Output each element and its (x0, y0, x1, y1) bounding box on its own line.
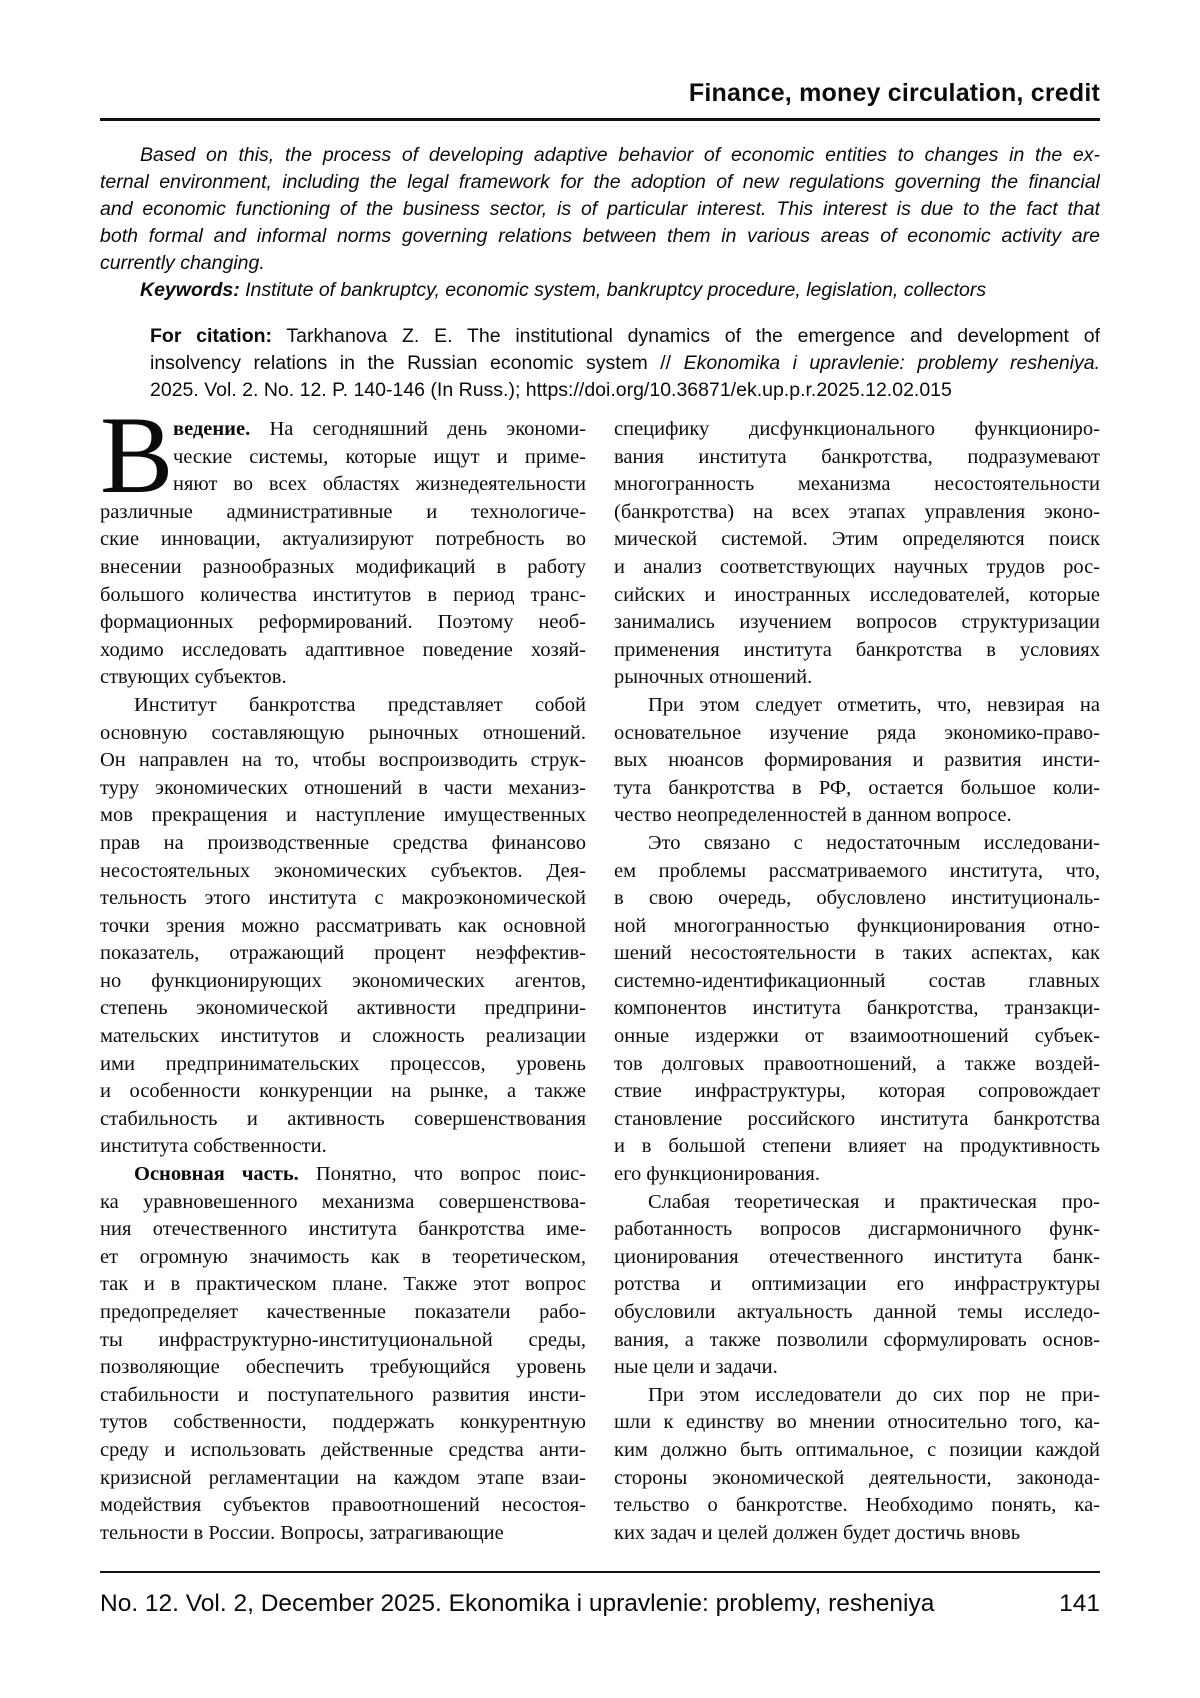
text-line: шений несостоятельности в таких аспектах, как (614, 942, 1100, 965)
text-line: Он направлен на то, чтобы воспроизводить струк- (100, 749, 586, 772)
citation-text: insolvency relations in the Russian economic system // (150, 352, 684, 374)
text-line: кризисной регламентации на каждом этапе взаи- (100, 1466, 586, 1489)
text-line: применения института банкротства в условиях (614, 638, 1100, 661)
text-line: ходимо исследовать адаптивное поведение хозяй- (100, 638, 586, 661)
text-line: основательное изучение ряда экономико-право- (614, 721, 1100, 744)
text-line: позволяющие обеспечить требующийся уровень (100, 1356, 586, 1379)
text-line: тельности в России. Вопросы, затрагивающие (100, 1521, 504, 1544)
paragraph (100, 692, 586, 1161)
text-line: тутов собственности, поддержать конкурентную (100, 1411, 586, 1434)
text-line: туру экономических отношений в части механиз- (100, 776, 586, 799)
keywords-line (100, 277, 1100, 304)
text-line: точки зрения можно рассматривать как основной (100, 914, 586, 937)
text-line: тельство о банкротстве. Необходимо понять, ка- (614, 1494, 1100, 1517)
text-line: Институт банкротства представляет собой (134, 693, 586, 716)
citation-block (150, 323, 1100, 404)
text-line: работанность вопросов дисгармоничного функ- (614, 1218, 1100, 1241)
text-line: внесении разнообразных модификаций в работу (100, 555, 586, 578)
text-line: института собственности. (100, 1135, 327, 1158)
text-line: ствующих субъектов. (100, 666, 287, 689)
page-content (100, 80, 1100, 1547)
abstract-line: Based on this, the process of developing adaptive behavior of economic entities to changes in the ex- (140, 144, 1100, 166)
footer-rule (100, 1571, 1100, 1573)
text-line: ты инфраструктурно-институциональной среды, (100, 1328, 586, 1351)
text-line: ими предпринимательских процессов, уровень (100, 1052, 586, 1075)
text-line: При этом исследователи до сих пор не при- (648, 1383, 1100, 1406)
text-line: Слабая теоретическая и практическая про- (648, 1190, 1100, 1213)
keywords-text: Institute of bankruptcy, economic system, bankruptcy procedure, legislation, collectors (239, 279, 987, 301)
text-line: ротства и оптимизации его инфраструктуры (614, 1273, 1100, 1296)
text-line: мов прекращения и наступление имущественных (100, 804, 586, 827)
text-line: и в большой степени влияет на продуктивность (614, 1135, 1100, 1158)
text-line: основную составляющую рыночных отношений. (100, 721, 586, 744)
abstract-line: currently changing. (100, 252, 265, 274)
abstract (100, 142, 1100, 304)
text-line: вания института банкротства, подразумевают (614, 445, 1100, 468)
paragraph (100, 394, 586, 692)
text-line: модействия субъектов правоотношений несостоя- (100, 1494, 586, 1517)
text-line: ные цели и задачи. (614, 1356, 778, 1379)
text-line: ем проблемы рассматриваемого института, что, (614, 859, 1100, 882)
text-line: и особенности конкуренции на рынке, а также (100, 1080, 586, 1103)
text-line: многогранность механизма несостоятельности (614, 473, 1100, 496)
text-line: шли к единству во мнении относительно того, ка- (614, 1411, 1100, 1434)
text-line: ких задач и целей должен будет достичь вновь (614, 1521, 1021, 1544)
text-line: тута банкротства в РФ, остается большое коли- (614, 776, 1100, 799)
text-line: няют во всех областях жизнедеятельности (173, 473, 586, 496)
text-line: степень экономической активности предприни- (100, 997, 586, 1020)
paragraph (614, 830, 1100, 1189)
header-rule (100, 118, 1100, 121)
text-line: Основная часть. Понятно, что вопрос поис- (134, 1163, 586, 1186)
text-line: ведение. На сегодняшний день экономи- (173, 418, 586, 440)
text-line: но функционирующих экономических агентов, (100, 969, 586, 992)
text-line: ческие системы, которые ищут и приме- (173, 445, 586, 468)
text-line: онные издержки от взаимоотношений субъек- (614, 1025, 1100, 1048)
abstract-line: ternal environment, including the legal framework for the adoption of new regulations governing the financial (100, 171, 1100, 193)
citation-line (150, 350, 1100, 377)
paragraph (614, 1189, 1100, 1382)
citation-line (150, 377, 1100, 404)
text-line: несостоятельных экономических субъектов. Дея- (100, 859, 586, 882)
text-line: ной многогранностью функционирования отно- (614, 914, 1100, 937)
text-line: формационных реформирований. Поэтому необ- (100, 611, 586, 634)
text-line: ционирования отечественного института банк- (614, 1245, 1100, 1268)
text-line: тельность этого института с макроэкономической (100, 887, 586, 910)
text-line: ния отечественного института банкротства име- (100, 1218, 586, 1241)
page-number: 141 (1059, 1590, 1100, 1617)
text-line: его функционирования. (614, 1163, 820, 1186)
citation-line (150, 323, 1100, 350)
text-line: ет огромную значимость как в теоретическом, (100, 1245, 586, 1268)
paragraph (614, 1382, 1100, 1548)
text-line: чество неопределенностей в данном вопросе. (614, 804, 1012, 827)
right-column (614, 416, 1100, 1547)
paragraph-lead: ведение. (173, 418, 270, 440)
text-line: вых нюансов формирования и развития инсти- (614, 749, 1100, 772)
citation-label: For citation: (150, 325, 273, 347)
text-line: мательских институтов и сложность реализации (100, 1025, 586, 1048)
text-line: компонентов института банкротства, транзакци- (614, 997, 1100, 1020)
text-line: ствие инфраструктуры, которая сопровождает (614, 1080, 1100, 1103)
text-line: становление российского института банкротства (614, 1107, 1100, 1130)
issue-info: No. 12. Vol. 2, December 2025. Ekonomika i upravlenie: problemy, resheniya (100, 1590, 935, 1617)
paragraph (100, 1161, 586, 1547)
paragraph (614, 416, 1100, 692)
section-header: Finance, money circulation, credit (688, 79, 1100, 107)
text-line: и анализ соответствующих научных трудов рос- (614, 555, 1100, 578)
left-column (100, 394, 586, 1547)
paragraph-lead: Основная часть. (134, 1163, 316, 1186)
text-line: прав на производственные средства финансово (100, 831, 586, 854)
text-line: вания, а также позволили сформулировать основ- (614, 1328, 1100, 1351)
text-line: (банкротства) на всех этапах управления эконо- (614, 500, 1100, 523)
text-line: ким должно быть оптимальное, с позиции каждой (614, 1438, 1100, 1461)
text-line: так и в практическом плане. Также этот вопрос (100, 1273, 586, 1296)
text-line: большого количества институтов в период транс- (100, 583, 586, 606)
text-line: предопределяет качественные показатели рабо- (100, 1301, 586, 1323)
text-line: ские инновации, актуализируют потребность во (100, 528, 586, 551)
text-line: тов долговых правоотношений, а также воздей- (614, 1052, 1100, 1075)
doi-link: 2025. Vol. 2. No. 12. P. 140-146 (In Russ.); https://doi.org/10.36871/ek.up.p.r.2025.12.02.015 (150, 379, 952, 401)
text-line: При этом следует отметить, что, невзирая на (648, 693, 1100, 716)
text-line: Это связано с недостаточным исследовани- (648, 831, 1100, 854)
text-line: занимались изучением вопросов структуризации (614, 611, 1100, 634)
body-columns (100, 394, 1100, 1547)
abstract-line: and economic functioning of the business sector, is of particular interest. This interest is due to the fact that (100, 198, 1100, 220)
text-line: среду и использовать действенные средства анти- (100, 1438, 586, 1461)
text-line: показатель, отражающий процент неэффектив- (100, 942, 586, 965)
text-line: различные административные и технологиче- (100, 500, 586, 523)
citation-text: Tarkhanova Z. E. The institutional dynamics of the emergence and development of (272, 325, 1100, 347)
text-line: обусловили актуальность данной темы исследо- (614, 1301, 1100, 1323)
abstract-line: both formal and informal norms governing relations between them in various areas of economic activity are (100, 225, 1100, 247)
text-line: ка уравновешенного механизма совершенствова- (100, 1190, 586, 1213)
text-line: системно-идентификационный состав главных (614, 969, 1100, 992)
text-line: сийских и иностранных исследователей, которые (614, 583, 1100, 606)
drop-cap: В (100, 394, 174, 516)
text-line: стабильность и активность совершенствования (100, 1107, 586, 1130)
text-line: мической системой. Этим определяются поиск (614, 528, 1100, 551)
text-line: стабильности и поступательного развития инсти- (100, 1383, 586, 1406)
text-line: стороны экономической деятельности, законода- (614, 1466, 1100, 1489)
paragraph (614, 692, 1100, 830)
text-line: рыночных отношений. (614, 666, 813, 689)
keywords-label: Keywords: (140, 279, 240, 301)
journal-name: Ekonomika i upravlenie: problemy resheniya. (683, 352, 1100, 374)
text-line: в свою очередь, обусловлено институциональ- (614, 887, 1100, 910)
text-line: специфику дисфункционального функциониро- (614, 418, 1100, 440)
page-footer (100, 1590, 1100, 1617)
